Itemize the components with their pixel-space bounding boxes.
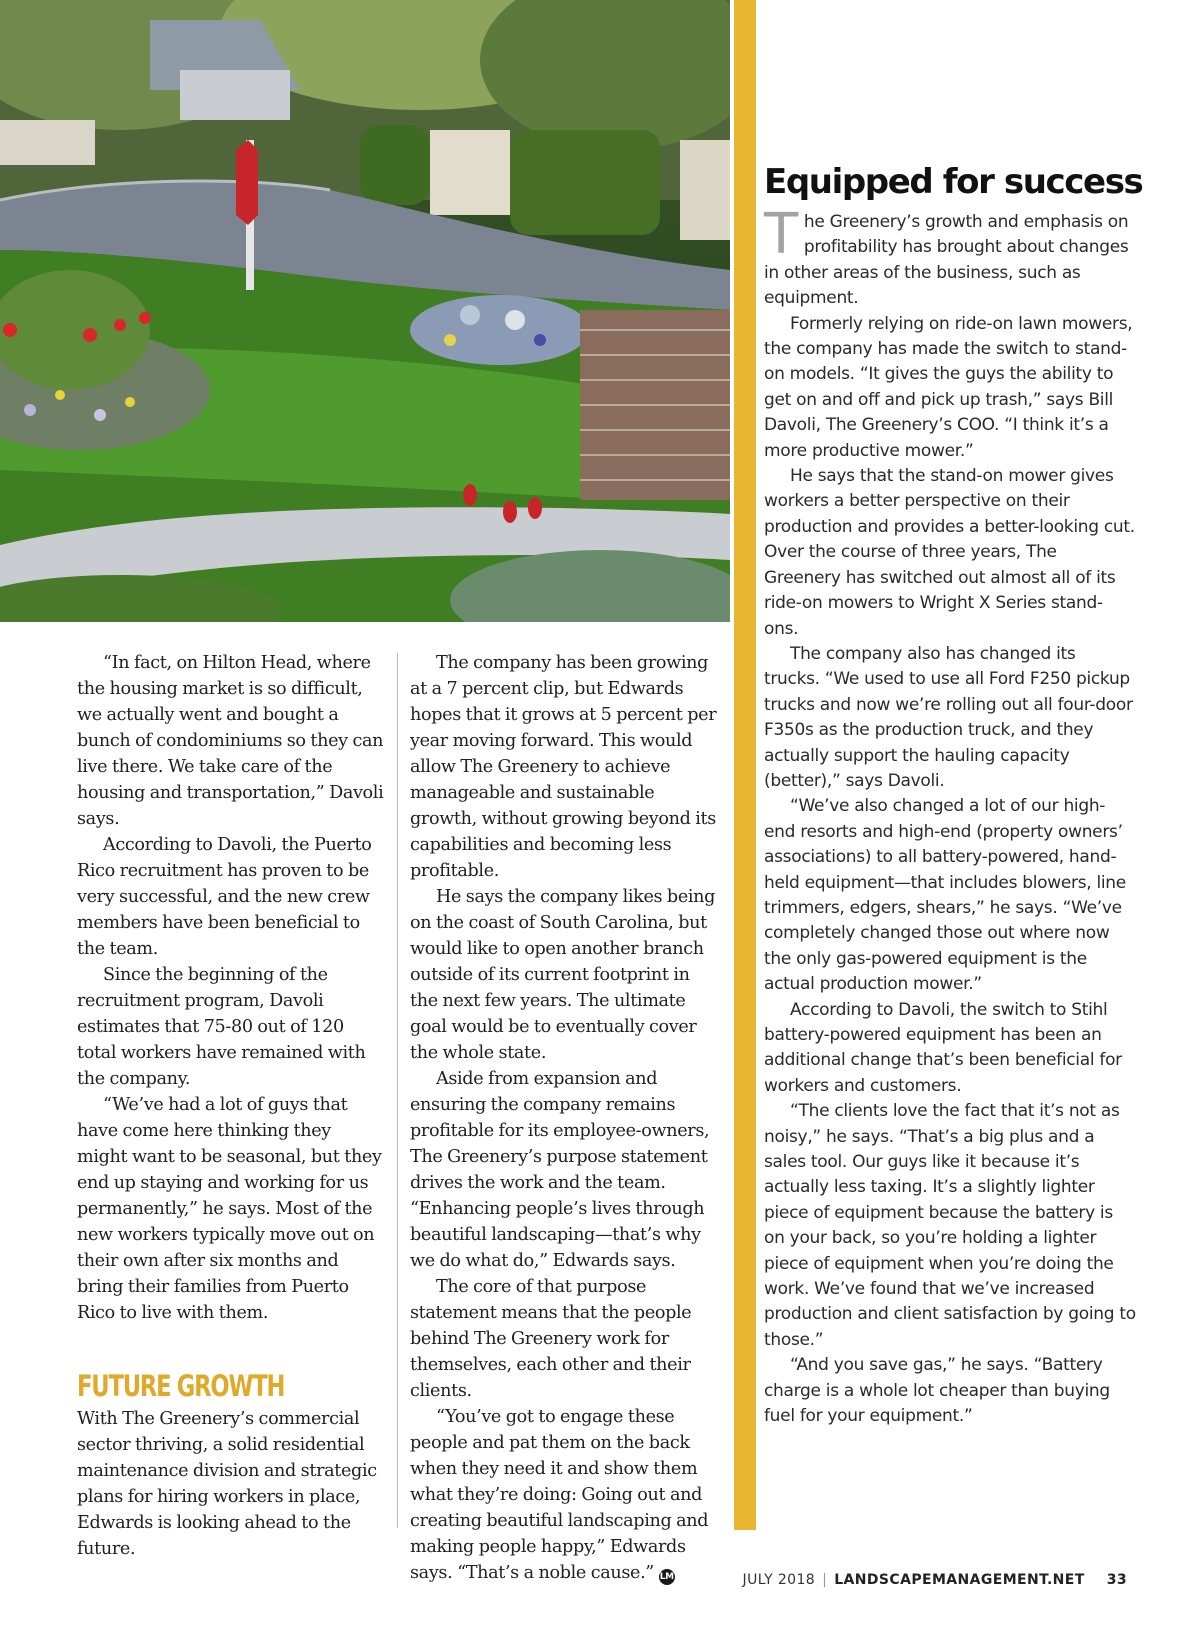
column-divider [397,653,398,1528]
end-mark-icon: LM [659,1569,675,1585]
sidebar-accent-bar [734,0,756,1530]
paragraph: “In fact, on Hilton Head, where the housing market is so difficult, we actually went and bought a bunch of condominiums so they can live there. We take care of the housing and transportation,” Davoli says. [77,653,384,829]
page-footer [743,1572,1127,1588]
paragraph: Aside from expansion and ensuring the company remains profitable for its employee-owners, The Greenery’s purpose statement drives the work and the team. “Enhancing people’s lives through beautiful landscaping—that’s why we do what do,” Edwards says. [410,1069,710,1271]
sidebar-first-paragraph [764,202,1136,312]
drop-cap: T [764,202,798,267]
website-link[interactable]: LANDSCAPEMANAGEMENT.NET [834,1572,1085,1588]
last-paragraph-text: “You’ve got to engage these people and pat them on the back when they need it and show them what they’re doing: Going out and creating beautiful landscaping and making people happy,” Edwards says. “That’s a noble cause.” [410,1407,709,1583]
paragraph: According to Davoli, the Puerto Rico recruitment has proven to be very successful, and the new crew members have been beneficial to the team. [77,835,372,959]
first-paragraph-text: he Greenery’s growth and emphasis on profitability has brought about changes in other areas of the business, such as equipment. [764,212,1129,309]
paragraph: According to Davoli, the switch to Stihl battery-powered equipment has been an additional change that’s been beneficial for workers and customers. [764,999,1122,1096]
paragraph: “We’ve also changed a lot of our high-end resorts and high-end (property owners’ associations) to all battery-powered, hand-held equipment—that includes blowers, line trimmers, edgers, shears,” he says. “We’ve completely changed those out where now the only gas-powered equipment is the actual production mower.” [764,796,1126,995]
paragraph: Formerly relying on ride-on lawn mowers, the company has made the switch to stand-on models. “It gives the guys the ability to get on and off and pick up trash,” says Bill Davoli, The Greenery’s COO. “I think it’s a more productive mower.” [764,313,1133,461]
paragraph: Since the beginning of the recruitment program, Davoli estimates that 75-80 out of 120 total workers have remained with the company. [77,965,366,1089]
landscape-photo-illustration [0,0,730,622]
paragraph: He says that the stand-on mower gives workers a better perspective on their production and provides a better-looking cut. Over the course of three years, The Greenery has switched out almost all of its ride-on mowers to Wright X Series stand-ons. [764,466,1135,639]
page-number: 33 [1106,1572,1127,1588]
paragraph: The company also has changed its trucks. “We used to use all Ford F250 pickup trucks and now we’re rolling out all four-door F350s as the production truck, and they actually support the hauling capacity (better),” says Davoli. [764,643,1133,791]
paragraph: “We’ve had a lot of guys that have come here thinking they might want to be seasonal, but they end up staying and working for us permanently,” he says. Most of the new workers typically move out on their own after six months and bring their families from Puerto Rico to live with them. [77,1095,382,1323]
landscape-photo [0,0,730,622]
paragraph: “The clients love the fact that it’s not as noisy,” he says. “That’s a big plus and a sales tool. Our guys like it because it’s actually less taxing. It’s a slightly lighter piece of equipment because the battery is on your back, so you’re holding a lighter piece of equipment when you’re doing the work. We’ve found that we’ve increased production and client satisfaction by going to those.” [764,1101,1136,1350]
article-column-1 [77,650,384,1562]
paragraph: The core of that purpose statement means that the people behind The Greenery work for themselves, each other and their clients. [410,1277,692,1401]
last-paragraph [410,1404,718,1586]
sidebar-column [764,160,1143,1430]
paragraph: He says the company likes being on the coast of South Carolina, but would like to open another branch outside of its current footprint in the next few years. The ultimate goal would be to eventually cover the whole state. [410,887,716,1063]
footer-separator: | [822,1572,828,1588]
paragraph: “And you save gas,” he says. “Battery charge is a whole lot cheaper than buying fuel for your equipment.” [764,1355,1110,1427]
sidebar-heading: Equipped for success [764,162,1143,202]
article-column-2 [410,650,718,1586]
issue-date: JULY 2018 [742,1572,816,1588]
future-growth-heading: FUTURE GROWTH [77,1369,285,1403]
paragraph: With The Greenery’s commercial sector thriving, a solid residential maintenance division and strategic plans for hiring workers in place, Edwards is looking ahead to the future. [77,1409,377,1559]
paragraph: The company has been growing at a 7 percent clip, but Edwards hopes that it grows at 5 percent per year moving forward. This would allow The Greenery to achieve manageable and sustainable growth, without growing beyond its capabilities and becoming less profitable. [410,653,717,881]
